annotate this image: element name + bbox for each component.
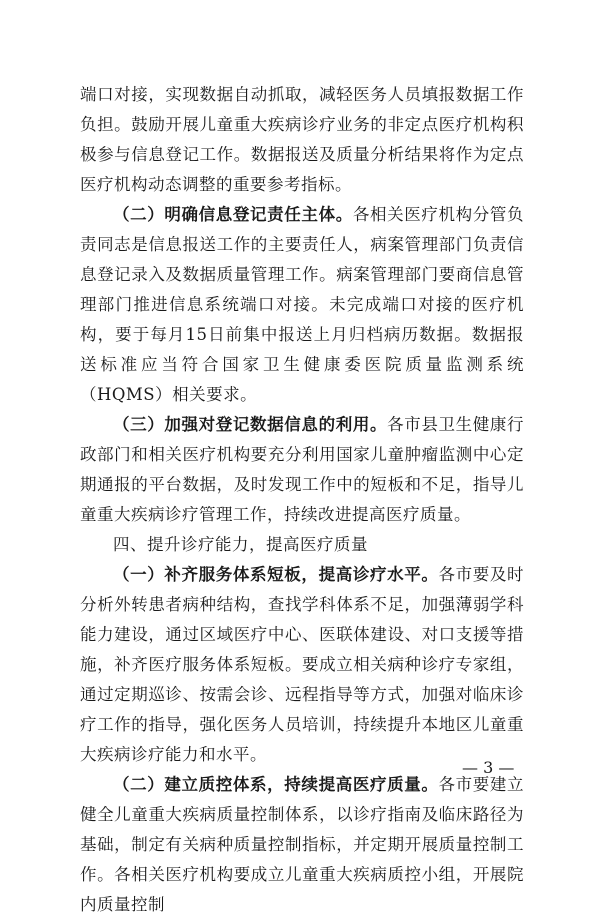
paragraph-text: 各市县卫生健康行政部门和相关医疗机构要充分利用国家儿童肿瘤监测中心定期通报的平台数据，及时发现工作中的短板和不足，指导儿童重大疾病诊疗管理工作，持续改进提高医疗质量。 bbox=[80, 415, 525, 524]
paragraph-text: 端口对接，实现数据自动抓取，减轻医务人员填报数据工作负担。鼓励开展儿童重大疾病诊疗业务的非定点医疗机构积极参与信息登记工作。数据报送及质量分析结果将作为定点医疗机构动态调整的重要参考指标。 bbox=[80, 85, 524, 194]
document-body bbox=[80, 80, 524, 920]
paragraph-service-system bbox=[80, 560, 524, 770]
paragraph-text: 各市要建立健全儿童重大疾病质量控制体系，以诊疗指南及临床路径为基础，制定有关病种质量控制指标，并定期开展质量控制工作。各相关医疗机构要成立儿童重大疾病质控小组，开展院内质量控制 bbox=[80, 775, 525, 914]
paragraph-quality-control bbox=[80, 770, 524, 920]
paragraph-continuation bbox=[80, 80, 524, 200]
section-heading-text: 四、提升诊疗能力，提高医疗质量 bbox=[113, 535, 368, 554]
paragraph-text: 各相关医疗机构分管负责同志是信息报送工作的主要责任人，病案管理部门负责信息登记录入及数据质量管理工作。病案管理部门要商信息管理部门推进信息系统端口对接。未完成端口对接的医疗机构，要于每月15日前集中报送上月归档病历数据。数据报送标准应当符合国家卫生健康委医院质量监测系统（HQMS）相关要求。 bbox=[80, 205, 525, 404]
paragraph-heading: （二）明确信息登记责任主体。 bbox=[113, 205, 353, 224]
paragraph-info-registration-responsibility bbox=[80, 200, 524, 410]
paragraph-data-utilization bbox=[80, 410, 524, 530]
page-number: — 3 — bbox=[462, 758, 515, 777]
paragraph-heading: （一）补齐服务体系短板，提高诊疗水平。 bbox=[113, 565, 439, 584]
section-heading bbox=[80, 530, 524, 560]
paragraph-heading: （二）建立质控体系，持续提高医疗质量。 bbox=[113, 775, 439, 794]
paragraph-text: 各市要及时分析外转患者病种结构，查找学科体系不足，加强薄弱学科能力建设，通过区域医疗中心、医联体建设、对口支援等措施，补齐医疗服务体系短板。要成立相关病种诊疗专家组，通过定期巡诊、按需会诊、远程指导等方式，加强对临床诊疗工作的指导，强化医务人员培训，持续提升本地区儿童重大疾病诊疗能力和水平。 bbox=[80, 565, 525, 764]
paragraph-heading: （三）加强对登记数据信息的利用。 bbox=[113, 415, 388, 434]
